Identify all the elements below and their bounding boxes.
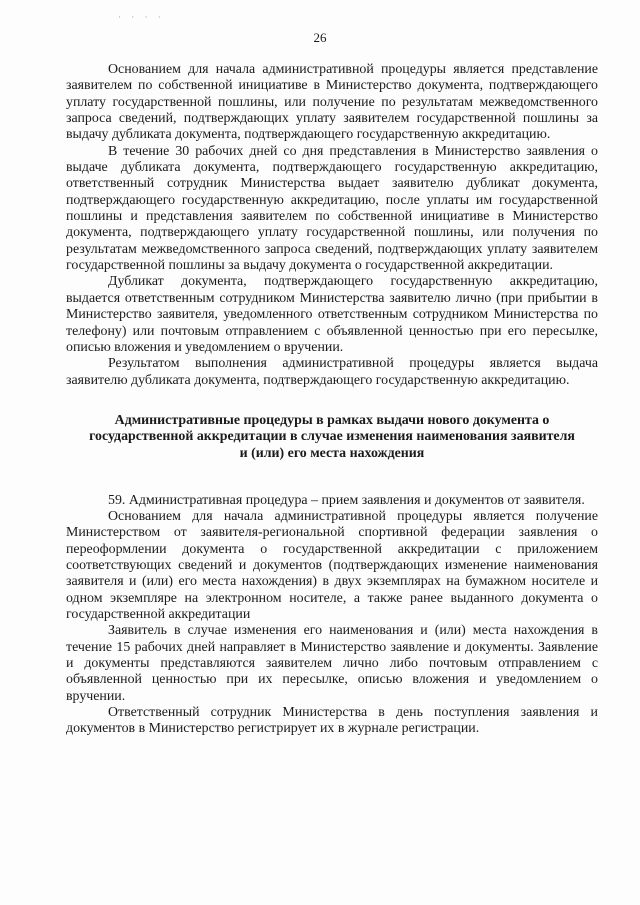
paragraph-basis-reissue: Основанием для начала административной процедуры является получение Министерством от заявителя-региональной спортивной федерации заявления о переоформлении документа о государственной аккредитации с приложением соответствующих сведений и документов (подтверждающих изменение наименования заявителя и (или) его места нахождения) в двух экземплярах на бумажном носителе и одном экземпляре на электронном носителе, а также ранее выданного документа о государственной аккредитации bbox=[66, 509, 598, 623]
section-heading-line: и (или) его места нахождения bbox=[239, 446, 425, 462]
paragraph-basis-duplicate: Основанием для начала административной процедуры является представление заявителем по собственной инициативе в Министерство документа, подтверждающего уплату государственной пошлины, или получение по результатам межведомственного запроса сведений, подтверждающих уплату заявителем государственной пошлины за выдачу дубликата документа, подтверждающего государственную аккредитацию. bbox=[66, 62, 598, 143]
paragraph-30-days: В течение 30 рабочих дней со дня представления в Министерство заявления о выдаче дубликата документа, подтверждающего государственную аккредитацию, ответственный сотрудник Министерства выдает заявителю дубликат документа, подтверждающего государственную аккредитацию, после уплаты им государственной пошлины и представления заявителем по собственной инициативе в Министерство документа, подтверждающего уплату государственной пошлины, или получения по результатам межведомственного запроса сведений, подтверждающих уплату заявителем государственной пошлины за выдачу документа о государственной аккредитации. bbox=[66, 143, 598, 274]
paragraph-result: Результатом выполнения административной процедуры является выдача заявителю дубликата документа, подтверждающего государственную аккредитацию. bbox=[66, 356, 598, 388]
section-heading-line: государственной аккредитации в случае изменения наименования заявителя bbox=[89, 429, 575, 445]
document-body bbox=[66, 62, 598, 738]
paragraph-15-days: Заявитель в случае изменения его наименования и (или) места нахождения в течение 15 рабочих дней направляет в Министерство заявление и документы. Заявление и документы представляются заявителем лично либо почтовым отправлением с объявленной ценностью при их пересылке, описью вложения и уведомлением о вручении. bbox=[66, 623, 598, 704]
scan-marks: · · · · bbox=[118, 12, 165, 22]
section-heading-line: Административные процедуры в рамках выдачи нового документа о bbox=[114, 412, 550, 428]
section-heading bbox=[66, 413, 598, 463]
paragraph-registration: Ответственный сотрудник Министерства в день поступления заявления и документов в Министерство регистрирует их в журнале регистрации. bbox=[66, 705, 598, 737]
paragraph-item-59: 59. Административная процедура – прием заявления и документов от заявителя. bbox=[108, 492, 585, 508]
page-number: 26 bbox=[313, 30, 327, 45]
paragraph-duplicate-issue: Дубликат документа, подтверждающего государственную аккредитацию, выдается ответственным сотрудником Министерства заявителю лично (при прибытии в Министерство заявителя, уведомленного ответственным сотрудником Министерства по телефону) или почтовым отправлением с объявленной ценностью при его пересылке, описью вложения и уведомлением о вручении. bbox=[66, 274, 598, 355]
